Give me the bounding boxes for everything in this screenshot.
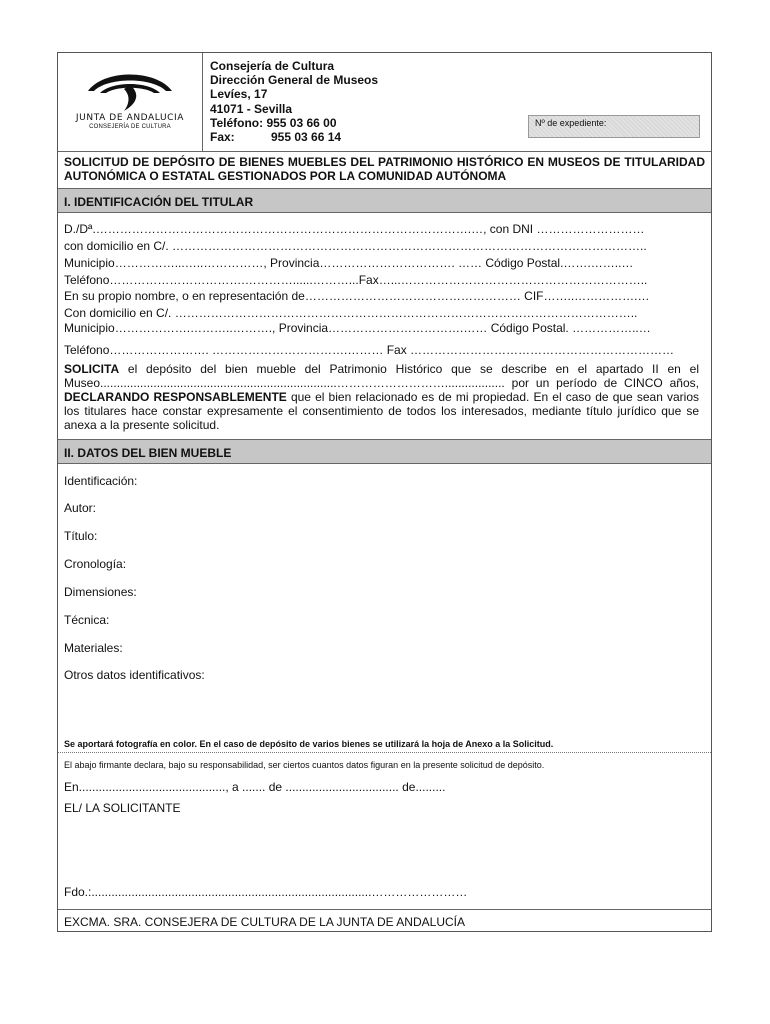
phone-value: 955 03 66 00	[266, 115, 337, 130]
address-line: Dirección General de Museos	[210, 73, 379, 88]
divider	[58, 151, 711, 152]
expediente-field[interactable]	[528, 115, 700, 138]
representante-phone-line[interactable]: Teléfono……………………. …………………………….……… Fax …………………………………………………………	[64, 343, 675, 357]
titulo-field[interactable]: Título:	[64, 529, 98, 543]
materiales-field[interactable]: Materiales:	[64, 641, 123, 655]
logo-subtitle: CONSEJERÍA DE CULTURA	[89, 124, 171, 130]
solicitante-label: EL/ LA SOLICITANTE	[64, 801, 181, 815]
expediente-label: Nº de expediente:	[535, 118, 607, 128]
declarando-label: DECLARANDO RESPONSABLEMENTE	[64, 390, 287, 404]
address-line: Consejería de Cultura	[210, 59, 335, 73]
representacion-line[interactable]: En su propio nombre, o en representación de……………………………………………… CIF……..…………….…	[64, 289, 650, 303]
fax-value: 955 03 66 14	[271, 130, 342, 145]
titular-phone-line[interactable]: Teléfono…………………………….…………......………...Fax…...……………………………………………………..	[64, 273, 648, 287]
otros-datos-field[interactable]: Otros datos identificativos:	[64, 668, 205, 682]
declarando-text: que el bien relacionado es de mi propiedad. En el caso de que sean varios los titulares hace constar expresamente el consentimiento de todos los interesados, mediante título jurídico que se anexa a la presente solicitud.	[64, 390, 700, 432]
junta-andalucia-logo	[58, 53, 202, 151]
section-1-heading: I. IDENTIFICACIÓN DEL TITULAR	[58, 188, 711, 213]
fax-label: Fax:	[210, 130, 235, 145]
solicita-label: SOLICITA	[64, 362, 120, 376]
address-block	[210, 59, 378, 144]
divider	[58, 909, 711, 910]
autor-field[interactable]: Autor:	[64, 501, 97, 515]
application-form	[57, 52, 712, 932]
titular-municipio-line[interactable]: Municipio……………...…..……………, Provincia……………………………. …… Código Postal.…….……..…	[64, 256, 634, 270]
dimensiones-field[interactable]: Dimensiones:	[64, 585, 137, 599]
address-line: Levíes, 17	[210, 87, 268, 102]
dotted-divider	[58, 752, 711, 753]
address-line: 41071 - Sevilla	[210, 101, 293, 116]
signature-line[interactable]: Fdo.:....................................................................................……………………	[64, 885, 468, 899]
addressee: EXCMA. SRA. CONSEJERA DE CULTURA DE LA JUNTA DE ANDALUCÍA	[64, 915, 465, 929]
form-title: SOLICITUD DE DEPÓSITO DE BIENES MUEBLES DEL PATRIMONIO HISTÓRICO EN MUSEOS DE TITULARIDAD AUTONÓMICA O ESTATAL GESTIONADOS POR LA COMUNIDAD AUTÓNOMA	[64, 155, 705, 183]
representante-municipio-line[interactable]: Municipio……………….………..………., Provincia…………………………….…… Código Postal. ……………..…	[64, 321, 651, 335]
header-divider	[202, 53, 203, 151]
solicita-paragraph	[64, 362, 699, 432]
section-2-heading: II. DATOS DEL BIEN MUEBLE	[58, 439, 711, 464]
declaration-text: El abajo firmante declara, bajo su responsabilidad, ser ciertos cuantos datos figuran en la presente solicitud de depósito.	[64, 760, 545, 770]
phone-label: Teléfono:	[210, 115, 264, 130]
junta-logo-icon	[84, 63, 176, 113]
photo-note: Se aportará fotografía en color. En el caso de depósito de varios bienes se utilizará la hoja de Anexo a la Solicitud.	[64, 739, 554, 749]
identificacion-field[interactable]: Identificación:	[64, 474, 138, 488]
solicita-text: el depósito del bien mueble del Patrimonio Histórico que se describe en el apartado II en el Museo.......................................................................……………………….................. por un período de CINCO años,	[64, 362, 699, 390]
logo-name: JUNTA DE ANDALUCIA	[75, 113, 185, 123]
titular-address-line[interactable]: con domicilio en C/. ………………………………………………………………………………………………………..	[64, 239, 647, 253]
representante-address-line[interactable]: Con domicilio en C/. ……………………………………………………………………………………………………..	[64, 306, 638, 320]
place-date-line[interactable]: En............................................, a ....... de .................................. de.........	[64, 780, 446, 794]
tecnica-field[interactable]: Técnica:	[64, 613, 110, 627]
cronologia-field[interactable]: Cronología:	[64, 557, 127, 571]
titular-name-line[interactable]: D./Dª.………………………………………………………………………………….…, con DNI ………………………	[64, 222, 645, 236]
